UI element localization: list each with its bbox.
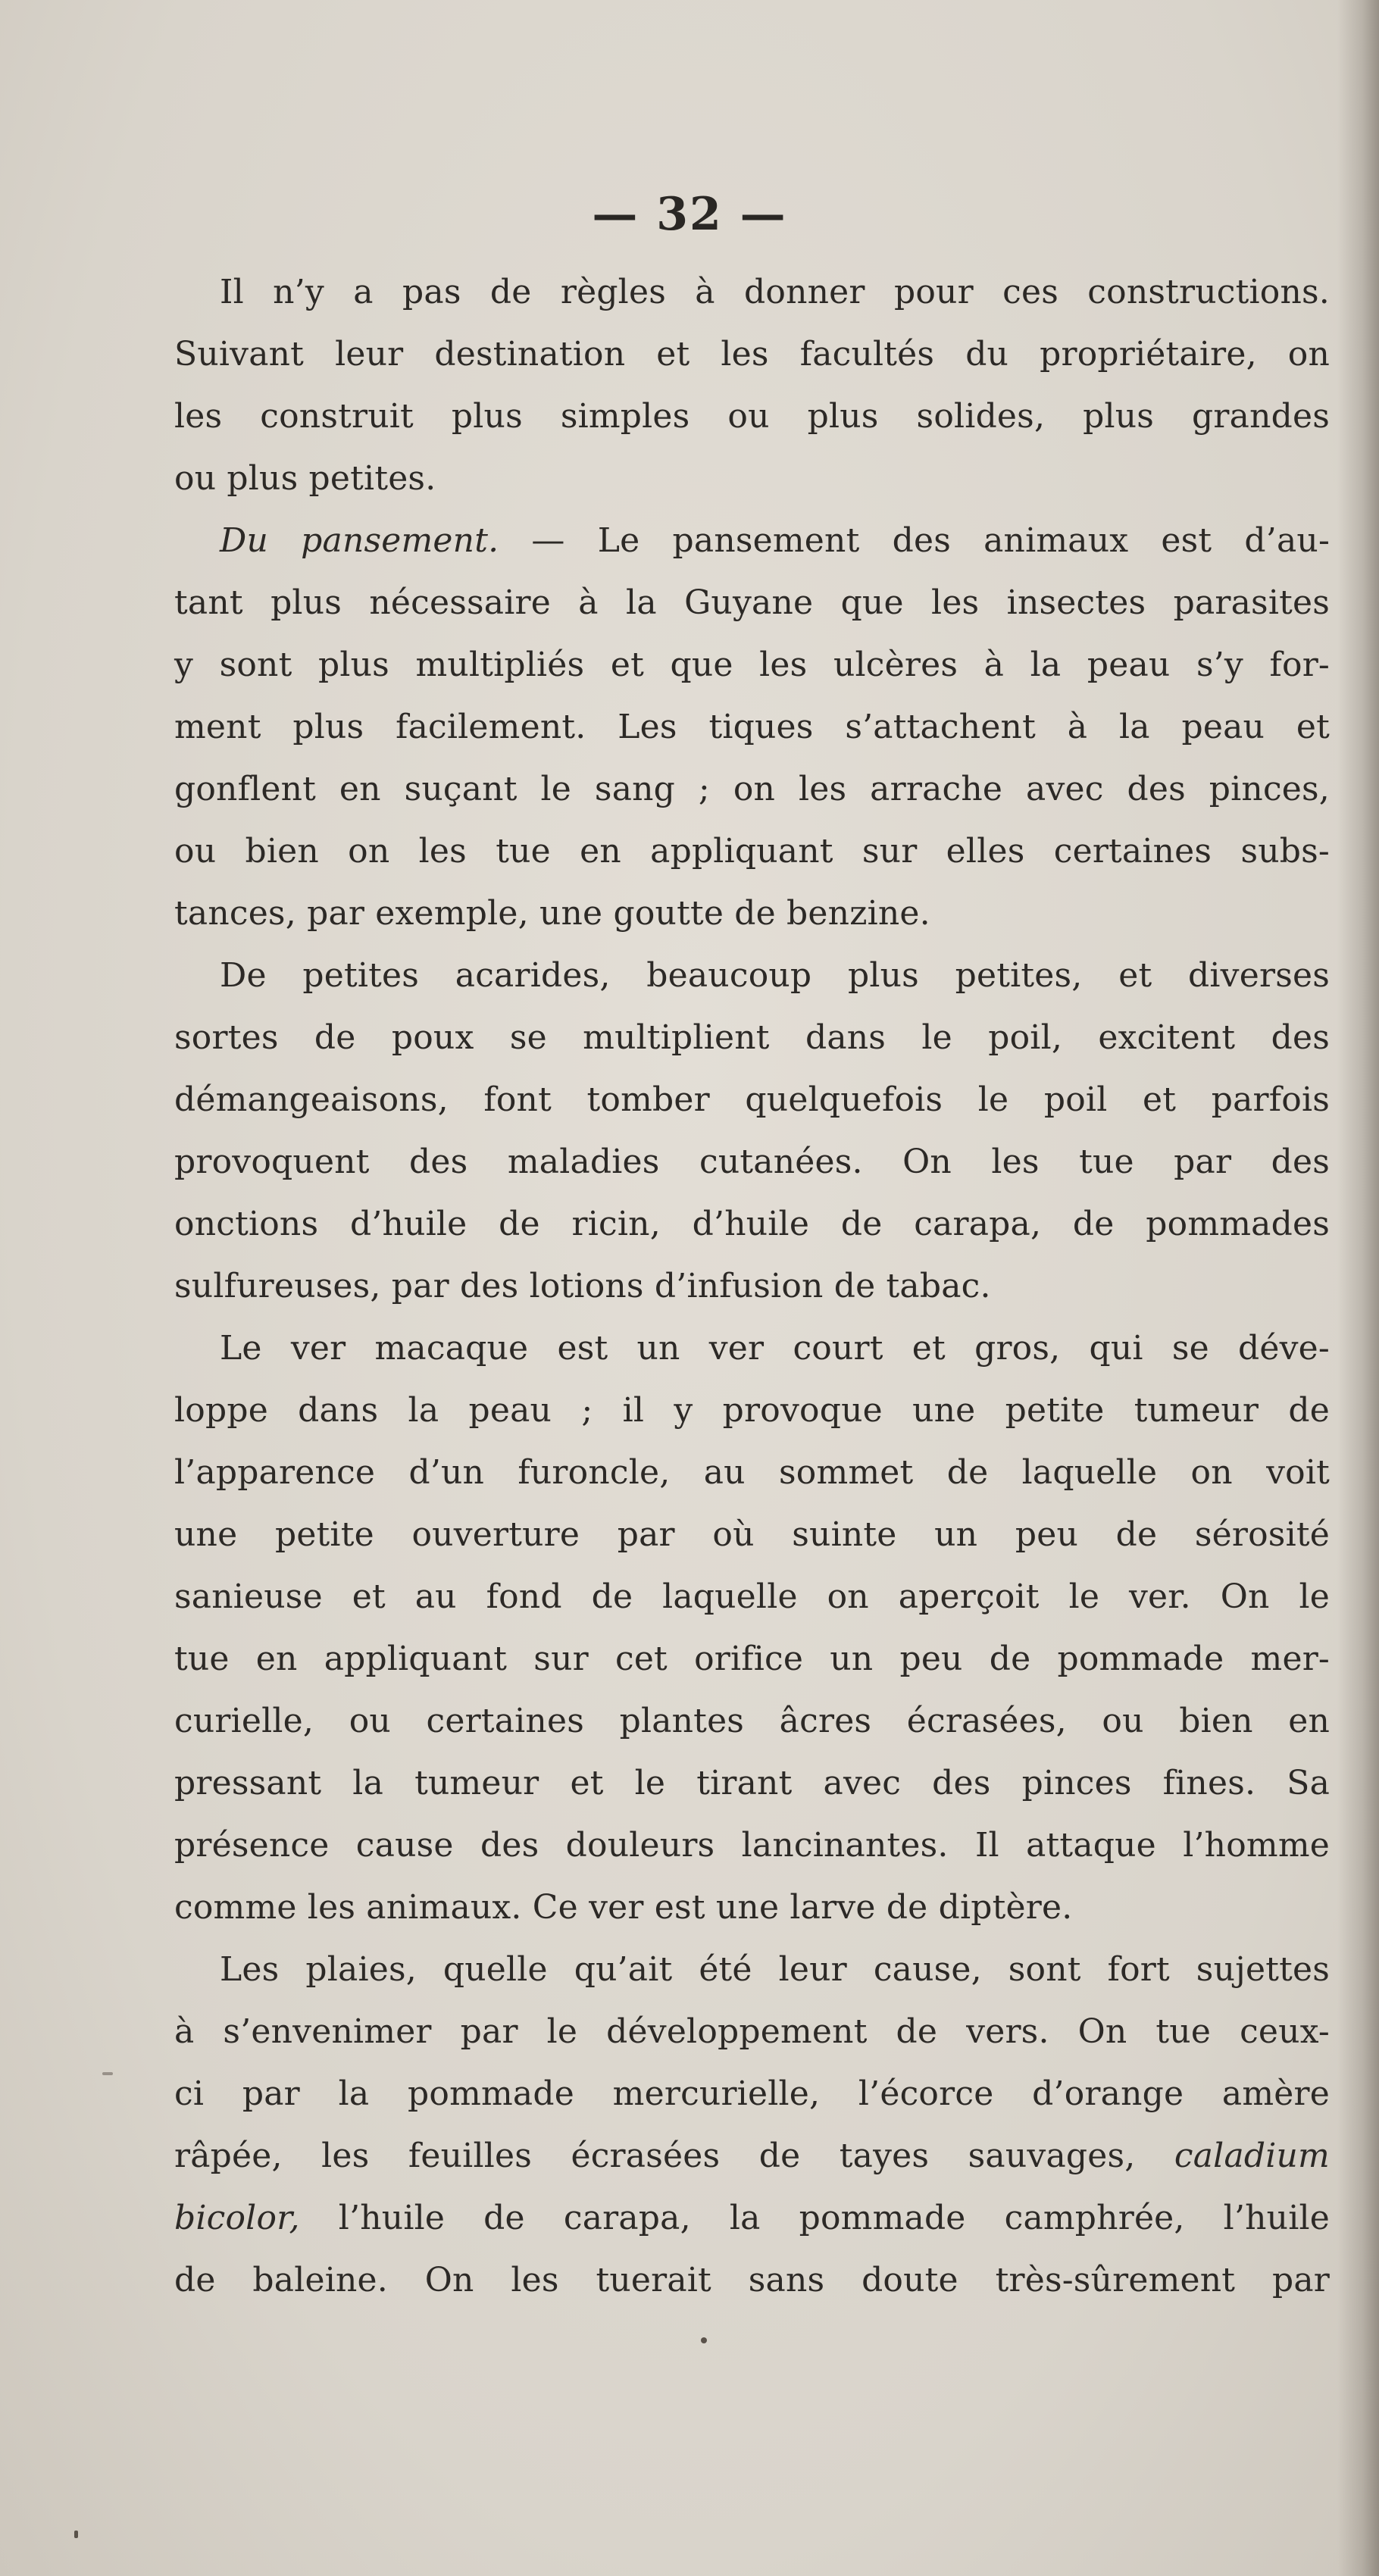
text-line: une petite ouverture par où suinte un peu de sérosité [174, 1515, 1330, 1554]
text-line: présence cause des douleurs lancinantes. Il attaque l’homme [174, 1826, 1330, 1865]
text-line: l’apparence d’un furoncle, au sommet de laquelle on voit [174, 1453, 1330, 1492]
page-edge-shadow [1337, 0, 1379, 2576]
paper-speck [74, 2531, 78, 2538]
text-line: ci par la pommade mercurielle, l’écorce d’orange amère [174, 2074, 1330, 2113]
text-line: provoquent des maladies cutanées. On les tue par des [174, 1143, 1330, 1181]
text-line [174, 510, 1330, 572]
text-fragment: râpée, les feuilles écrasées de tayes sauvages, [174, 2137, 1174, 2175]
text-line: De petites acarides, beaucoup plus petites, et diverses [220, 956, 1330, 995]
text-line: tant plus nécessaire à la Guyane que les insectes parasites [174, 583, 1330, 622]
text-line: ou bien on les tue en appliquant sur elles certaines subs- [174, 832, 1330, 871]
text-line: tances, par exemple, une goutte de benzine. [174, 894, 930, 933]
italic-term: caladium [1174, 2137, 1330, 2175]
text-line: y sont plus multipliés et que les ulcères à la peau s’y for- [174, 646, 1330, 684]
text-line: de baleine. On les tuerait sans doute très-sûrement par [174, 2261, 1330, 2299]
text-line: tue en appliquant sur cet orifice un peu de pommade mer- [174, 1640, 1330, 1678]
text-line: pressant la tumeur et le tirant avec des pinces fines. Sa [174, 1764, 1330, 1802]
text-fragment: l’huile de carapa, la pommade camphrée, l’huile [299, 2199, 1330, 2237]
text-line: onctions d’huile de ricin, d’huile de carapa, de pommades [174, 1205, 1330, 1243]
text-line: sortes de poux se multiplient dans le poil, excitent des [174, 1018, 1330, 1057]
italic-term: bicolor, [174, 2199, 300, 2237]
text-line [174, 2187, 1330, 2249]
text-line: les construit plus simples ou plus solides, plus grandes [174, 397, 1330, 436]
text-line: gonflent en suçant le sang ; on les arrache avec des pinces, [174, 770, 1330, 808]
text-line: sulfureuses, par des lotions d’infusion de tabac. [174, 1267, 991, 1305]
text-line: Les plaies, quelle qu’ait été leur cause, sont fort sujettes [220, 1950, 1330, 1989]
paper-speck [102, 2072, 113, 2075]
text-line: Suivant leur destination et les facultés du propriétaire, on [174, 335, 1330, 374]
text-line: Le ver macaque est un ver court et gros, qui se déve- [220, 1329, 1330, 1368]
text-line [174, 2125, 1330, 2187]
section-heading: Du pansement. [220, 521, 499, 560]
text-line: comme les animaux. Ce ver est une larve de diptère. [174, 1888, 1073, 1927]
body-text [174, 261, 1330, 2312]
text-line: sanieuse et au fond de laquelle on aperçoit le ver. On le [174, 1577, 1330, 1616]
text-line: à s’envenimer par le développement de vers. On tue ceux- [174, 2012, 1330, 2051]
text-line: démangeaisons, font tomber quelquefois le poil et parfois [174, 1080, 1330, 1119]
page-number: — 32 — [592, 188, 787, 241]
text-line: curielle, ou certaines plantes âcres écrasées, ou bien en [174, 1702, 1330, 1740]
text-line: Il n’y a pas de règles à donner pour ces constructions. [220, 273, 1330, 311]
text-line: loppe dans la peau ; il y provoque une petite tumeur de [174, 1391, 1330, 1430]
paper-speck [701, 2337, 707, 2343]
text-line: ou plus petites. [174, 459, 436, 498]
text-fragment: — Le pansement des animaux est d’au- [499, 521, 1331, 560]
text-line: ment plus facilement. Les tiques s’attachent à la peau et [174, 708, 1330, 746]
